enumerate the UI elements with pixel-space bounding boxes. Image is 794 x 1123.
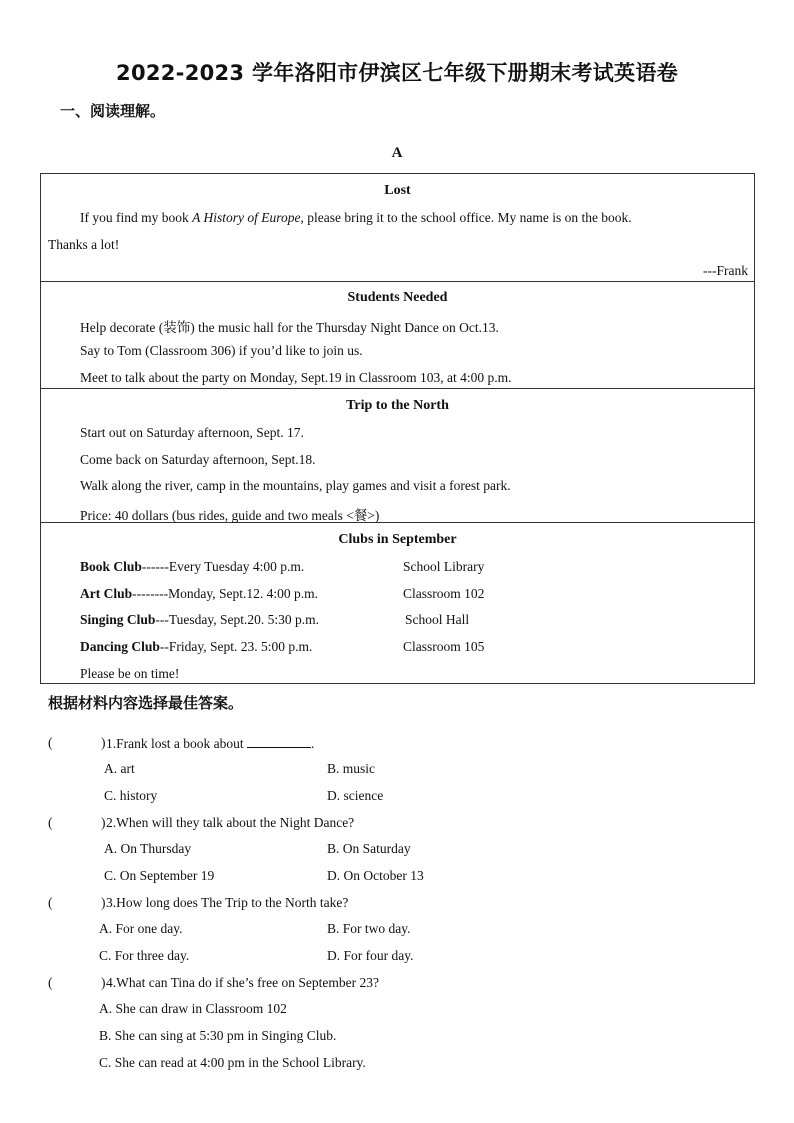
- club-name: Dancing Club: [80, 639, 160, 654]
- notice-line: Thanks a lot!: [48, 237, 120, 252]
- question-stem: [106, 975, 379, 991]
- club-name: Singing Club: [80, 612, 156, 627]
- answer-paren-close: ): [101, 975, 106, 990]
- option-c[interactable]: C. For three day.: [99, 948, 190, 963]
- club-name: Book Club: [80, 559, 142, 574]
- lost-text-a: If you find my book: [80, 210, 193, 225]
- answer-paren-open[interactable]: (: [48, 815, 53, 830]
- instruction: 根据材料内容选择最佳答案。: [48, 694, 244, 712]
- book-title: A History of Europe: [192, 210, 301, 225]
- question-stem: [106, 895, 348, 911]
- club-place: Classroom 102: [403, 586, 485, 601]
- answer-paren-open[interactable]: (: [48, 975, 53, 990]
- question-text: What can Tina do if she’s free on September 23?: [116, 975, 379, 990]
- option-d[interactable]: D. On October 13: [327, 868, 424, 883]
- club-row: [80, 639, 700, 655]
- notice-line: Say to Tom (Classroom 306) if you’d like to join us.: [80, 343, 363, 358]
- option-c[interactable]: C. history: [104, 788, 158, 803]
- question-text: When will they talk about the Night Dance?: [116, 815, 355, 830]
- club-time: --------Monday, Sept.12. 4:00 p.m.: [132, 586, 318, 601]
- option-d[interactable]: D. For four day.: [327, 948, 414, 963]
- notice-title: Clubs in September: [338, 532, 457, 547]
- club-place: School Hall: [405, 612, 470, 627]
- club-row: [80, 559, 700, 575]
- option-a[interactable]: A. For one day.: [99, 921, 183, 936]
- notice-line: Help decorate (装饰) the music hall for the Thursday Night Dance on Oct.13.: [80, 320, 499, 335]
- question-number: 4.: [106, 975, 117, 990]
- notice-students-needed: [41, 282, 754, 389]
- notice-clubs: [41, 523, 754, 683]
- option-b[interactable]: B. music: [327, 761, 376, 776]
- option-b[interactable]: B. She can sing at 5:30 pm in Singing Club.: [99, 1028, 337, 1043]
- notice-table: [40, 173, 755, 684]
- page-title: 2022-2023 学年洛阳市伊滨区七年级下册期末考试英语卷: [116, 61, 678, 85]
- answer-paren-open[interactable]: (: [48, 735, 53, 750]
- club-time: --Friday, Sept. 23. 5:00 p.m.: [159, 639, 313, 654]
- answer-paren-close: ): [101, 815, 106, 830]
- option-c[interactable]: C. On September 19: [104, 868, 215, 883]
- notice-line: Walk along the river, camp in the mountains, play games and visit a forest park.: [80, 478, 511, 493]
- passage-label: A: [391, 145, 403, 161]
- club-row: [80, 586, 700, 602]
- option-a[interactable]: A. She can draw in Classroom 102: [99, 1001, 287, 1016]
- clubs-footer: Please be on time!: [80, 666, 180, 681]
- notice-line: Come back on Saturday afternoon, Sept.18.: [80, 452, 316, 467]
- question-number: 2.: [106, 815, 117, 830]
- club-time: ------Every Tuesday 4:00 p.m.: [141, 559, 305, 574]
- notice-line: [80, 210, 632, 226]
- lost-text-b: , please bring it to the school office. My name is on the book.: [300, 210, 632, 225]
- answer-blank[interactable]: [247, 735, 311, 748]
- club-name: Art Club: [80, 586, 133, 601]
- notice-title: Lost: [384, 183, 411, 198]
- option-b[interactable]: B. On Saturday: [327, 841, 411, 856]
- notice-title: Trip to the North: [346, 398, 449, 413]
- question-stem: 1.Frank lost a book about .: [106, 736, 315, 751]
- question-number: 1.: [106, 736, 117, 751]
- answer-paren-close: ): [101, 735, 106, 750]
- option-a[interactable]: A. art: [104, 761, 135, 776]
- notice-lost: [41, 174, 754, 282]
- question-stem: [106, 815, 354, 831]
- signature: ---Frank: [703, 263, 748, 278]
- answer-paren-open[interactable]: (: [48, 895, 53, 910]
- notice-title: Students Needed: [347, 290, 448, 305]
- notice-line: Meet to talk about the party on Monday, Sept.19 in Classroom 103, at 4:00 p.m.: [80, 370, 512, 385]
- notice-line: Price: 40 dollars (bus rides, guide and two meals <餐>): [80, 508, 380, 523]
- option-a[interactable]: A. On Thursday: [104, 841, 192, 856]
- notice-line: Start out on Saturday afternoon, Sept. 17.: [80, 425, 304, 440]
- option-c[interactable]: C. She can read at 4:00 pm in the School Library.: [99, 1055, 366, 1070]
- section-heading: 一、阅读理解。: [60, 102, 166, 120]
- answer-paren-close: ): [101, 895, 106, 910]
- club-time: ---Tuesday, Sept.20. 5:30 p.m.: [155, 612, 320, 627]
- option-b[interactable]: B. For two day.: [327, 921, 411, 936]
- option-d[interactable]: D. science: [327, 788, 384, 803]
- club-place: School Library: [403, 559, 485, 574]
- question-text: Frank lost a book about: [116, 736, 247, 751]
- club-row: [80, 612, 700, 628]
- question-text: How long does The Trip to the North take?: [116, 895, 349, 910]
- notice-trip: [41, 389, 754, 523]
- club-place: Classroom 105: [403, 639, 485, 654]
- question-number: 3.: [106, 895, 117, 910]
